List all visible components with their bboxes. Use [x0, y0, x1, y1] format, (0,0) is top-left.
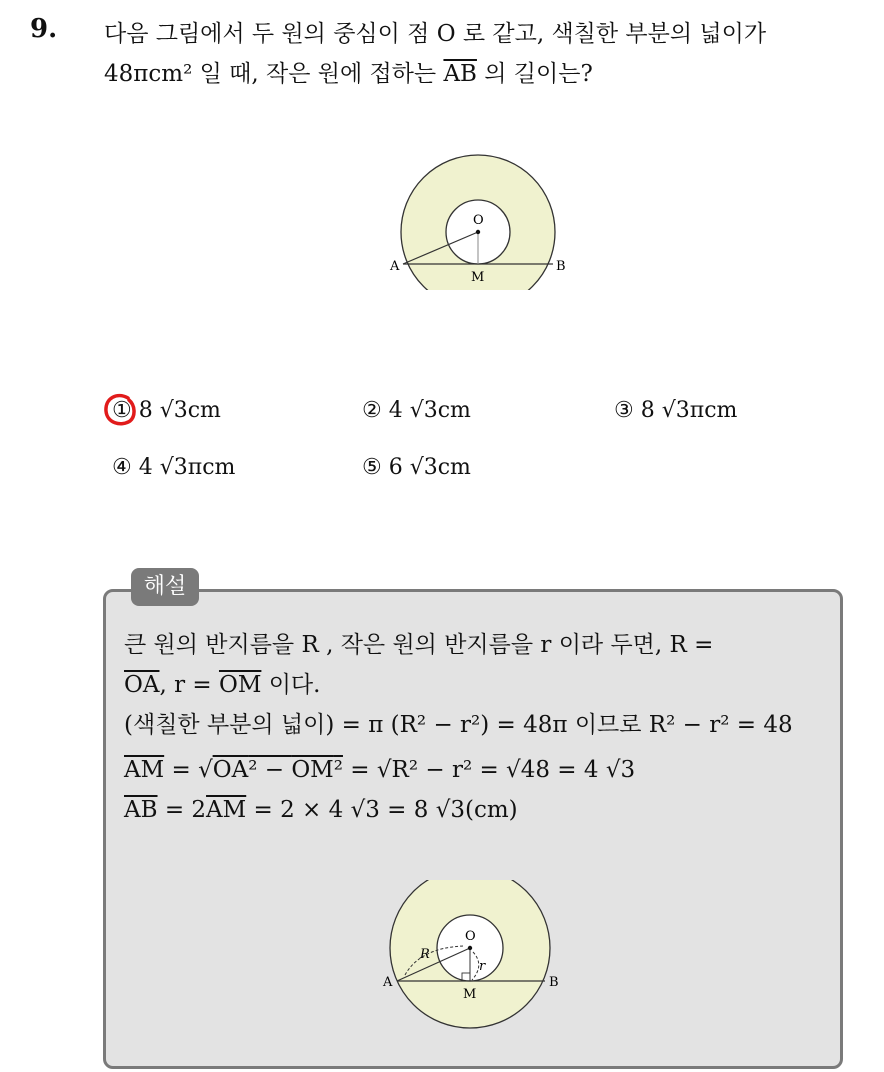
question-number: 9.: [30, 14, 58, 44]
question-text: [104, 14, 874, 94]
label-b: B: [556, 259, 566, 274]
label-m: M: [471, 270, 485, 285]
center-point: [476, 230, 480, 234]
solution-tag: 해설: [131, 568, 199, 606]
question-line-2: 48πcm² 일 때, 작은 원에 접하는 $\overline{AB}$ 의 길이는?: [104, 61, 593, 87]
concentric-circles-figure: [385, 150, 585, 290]
label-r-big: R: [420, 947, 430, 962]
choice-4[interactable]: ④ 4 √3πcm: [112, 455, 236, 480]
choice-3[interactable]: ③ 8 √3πcm: [614, 398, 738, 423]
segment-ab: $\overline{AB}$: [443, 61, 477, 87]
label-a: A: [390, 259, 400, 274]
label-r-small: r: [479, 959, 486, 974]
solution-line-1: 큰 원의 반지름을 R , 작은 원의 반지름을 r 이라 두면, R =: [124, 632, 714, 658]
solution-line-3: (색칠한 부분의 넓이) = π (R² − r²) = 48π 이므로 R² − r² = 48: [124, 712, 793, 738]
question-line-1: 다음 그림에서 두 원의 중심이 점 O 로 같고, 색칠한 부분의 넓이가: [104, 21, 767, 47]
label-a: A: [383, 975, 393, 990]
choice-2[interactable]: ② 4 √3cm: [362, 398, 471, 423]
label-b: B: [549, 975, 559, 990]
solution-line-4: $\overline{AM} = √OA^2 - OM^2 = √R^2 - r^2 = √48 = 4$ √3: [124, 757, 636, 783]
solution-line-5: $\overline{AB} = 2\overline{AM} = 2 \times 4$ √3 = 8 √3(cm): [124, 797, 518, 823]
center-point: [468, 946, 472, 950]
choice-5[interactable]: ⑤ 6 √3cm: [362, 455, 471, 480]
answer-mark-icon: [101, 390, 141, 430]
solution-figure: [375, 880, 575, 1040]
label-m: M: [463, 987, 477, 1002]
label-o: O: [473, 213, 484, 228]
choice-1[interactable]: ① 8 √3cm: [112, 398, 221, 423]
label-o: O: [465, 929, 476, 944]
solution-line-2: $\overline{OA}$, $r = \overline{OM}$ 이다.: [124, 672, 321, 698]
